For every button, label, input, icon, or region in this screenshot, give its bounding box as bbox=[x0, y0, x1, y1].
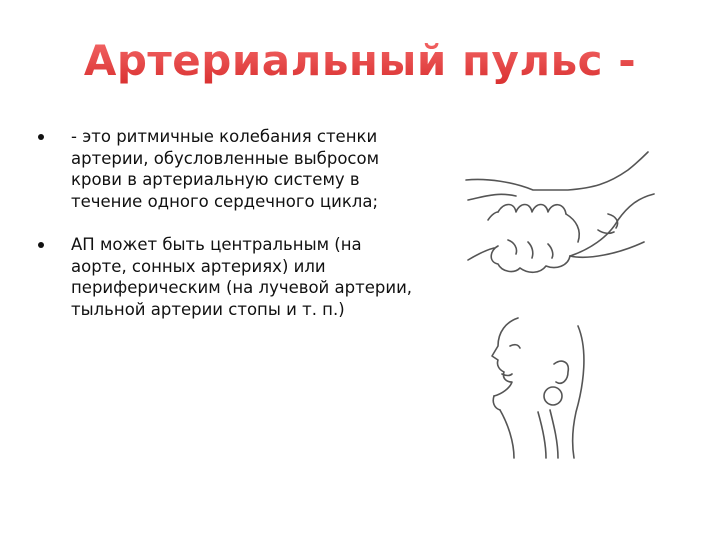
bullet-item bbox=[38, 234, 418, 320]
hand-pulse-icon bbox=[466, 152, 654, 272]
pulse-illustrations bbox=[458, 150, 668, 460]
slide-title: Артериальный пульс - bbox=[20, 36, 700, 85]
bullet-dot-icon bbox=[38, 242, 44, 248]
bullet-item bbox=[38, 126, 418, 212]
neck-carotid-icon bbox=[492, 318, 584, 458]
bullet-text: АП может быть центральным (на аорте, сонных артериях) или периферическим (на лучевой артерии, тыльной артерии стопы и т. п.) bbox=[71, 235, 413, 319]
bullet-text: - это ритмичные колебания стенки артерии, обусловленные выбросом крови в артериальную систему в течение одного сердечного цикла; bbox=[71, 127, 380, 211]
bullet-dot-icon bbox=[38, 134, 44, 140]
bullet-list bbox=[38, 126, 418, 342]
